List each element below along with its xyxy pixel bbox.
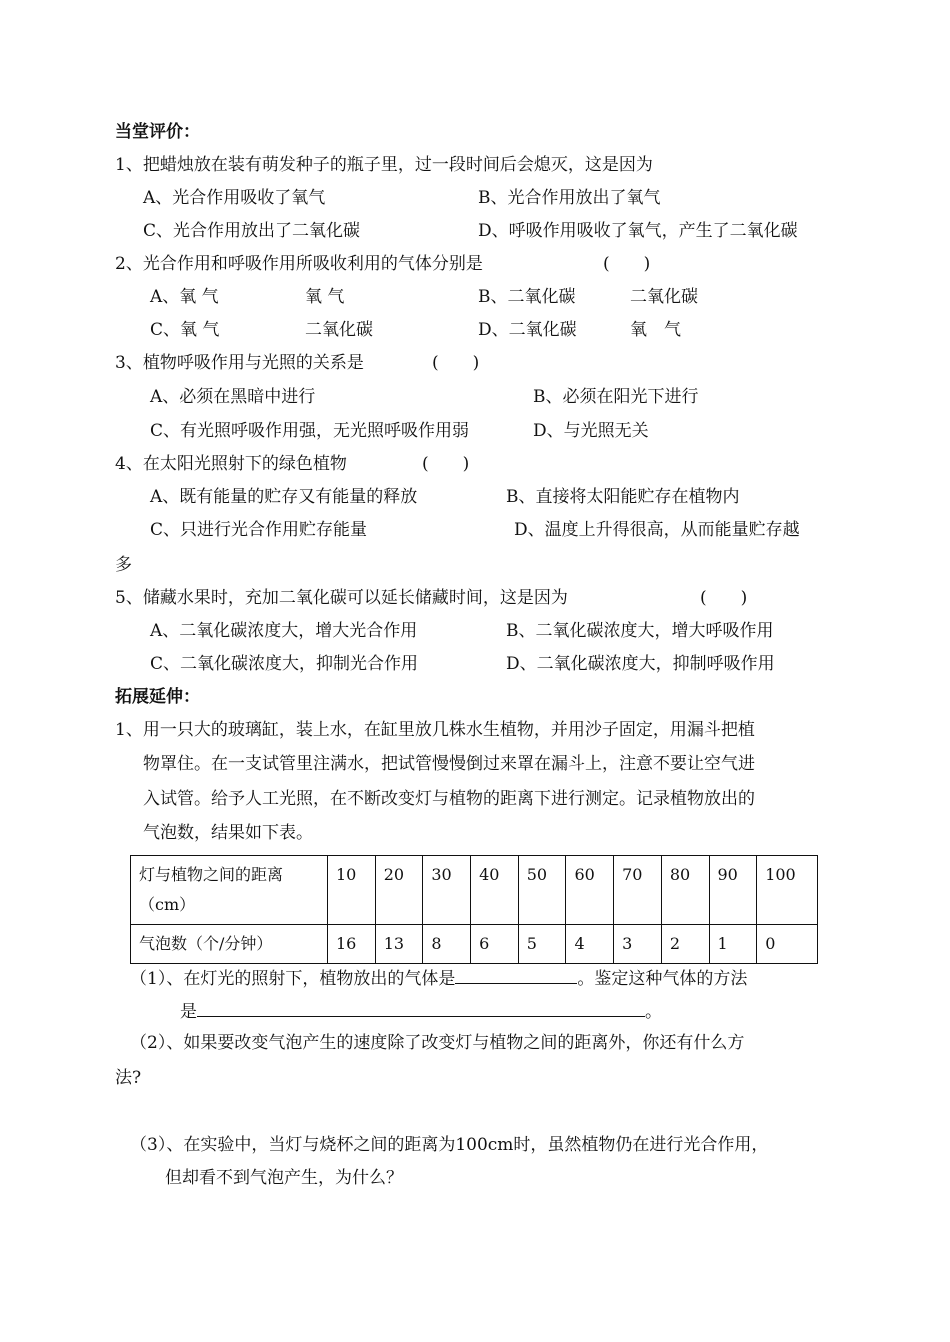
table-cell: 60 bbox=[566, 856, 614, 925]
table-cell: 70 bbox=[614, 856, 662, 925]
q2-option-c-first: C、氧 气 bbox=[150, 320, 220, 340]
bubble-count-table bbox=[130, 855, 818, 964]
q2-option-a-first: A、氧 气 bbox=[150, 287, 219, 307]
q2-option-a-second: 氧 气 bbox=[305, 287, 345, 307]
table-row-header-distance bbox=[131, 856, 328, 925]
table-cell: 90 bbox=[709, 856, 757, 925]
table-row bbox=[131, 856, 818, 925]
q4-bracket: ( ) bbox=[422, 454, 470, 474]
sub3-line-2: 但却看不到气泡产生，为什么？ bbox=[165, 1168, 403, 1188]
q5-bracket: ( ) bbox=[700, 588, 748, 608]
q4-option-a: A、既有能量的贮存又有能量的释放 bbox=[150, 487, 418, 507]
q2-option-d-second: 氧 气 bbox=[630, 320, 681, 340]
sub1-text-c: 是 bbox=[180, 1002, 197, 1022]
table-cell: 16 bbox=[328, 925, 376, 964]
table-cell: 6 bbox=[471, 925, 519, 964]
q5-option-b: B、二氧化碳浓度大，增大呼吸作用 bbox=[506, 621, 774, 641]
q3-bracket: ( ) bbox=[432, 353, 480, 373]
q5-option-a: A、二氧化碳浓度大，增大光合作用 bbox=[150, 621, 418, 641]
sub1-text-a: （1）、在灯光的照射下，植物放出的气体是 bbox=[130, 969, 456, 989]
sub1-text-d: 。 bbox=[645, 1002, 662, 1022]
table-cell: 5 bbox=[518, 925, 566, 964]
table-cell: 4 bbox=[566, 925, 614, 964]
table-cell: 3 bbox=[614, 925, 662, 964]
q5-option-c: C、二氧化碳浓度大，抑制光合作用 bbox=[150, 654, 419, 674]
table-cell: 0 bbox=[757, 925, 818, 964]
q5-option-d: D、二氧化碳浓度大，抑制呼吸作用 bbox=[506, 654, 775, 674]
q4-stem: 4、在太阳光照射下的绿色植物 bbox=[115, 454, 347, 474]
table-cell: 8 bbox=[423, 925, 471, 964]
q4-option-b: B、直接将太阳能贮存在植物内 bbox=[506, 487, 740, 507]
table-row-header-bubbles: 气泡数（个/分钟） bbox=[131, 925, 328, 964]
distance-header-line-1: 灯与植物之间的距离 bbox=[139, 865, 284, 884]
table-cell: 30 bbox=[423, 856, 471, 925]
table-cell: 80 bbox=[661, 856, 709, 925]
table-cell: 2 bbox=[661, 925, 709, 964]
table-cell: 1 bbox=[709, 925, 757, 964]
q4-option-d: D、温度上升得很高，从而能量贮存越 bbox=[514, 520, 800, 540]
section-title-evaluation: 当堂评价： bbox=[115, 122, 200, 142]
q1-option-c: C、光合作用放出了二氧化碳 bbox=[143, 221, 361, 241]
sub2-line-2: 法? bbox=[115, 1068, 142, 1088]
answer-blank-gas[interactable] bbox=[455, 965, 577, 984]
table-cell: 100 bbox=[757, 856, 818, 925]
q3-option-a: A、必须在黑暗中进行 bbox=[150, 387, 316, 407]
q3-option-c: C、有光照呼吸作用强，无光照呼吸作用弱 bbox=[150, 421, 470, 441]
q2-stem: 2、光合作用和呼吸作用所吸收利用的气体分别是 bbox=[115, 254, 483, 274]
table-cell: 10 bbox=[328, 856, 376, 925]
table-cell: 20 bbox=[375, 856, 423, 925]
sub1-line-2 bbox=[180, 998, 662, 1024]
p1-line-4: 气泡数，结果如下表。 bbox=[143, 823, 313, 843]
q1-stem: 1、把蜡烛放在装有萌发种子的瓶子里，过一段时间后会熄灭，这是因为 bbox=[115, 155, 653, 175]
q5-stem: 5、储藏水果时，充加二氧化碳可以延长储藏时间，这是因为 bbox=[115, 588, 568, 608]
table-cell: 40 bbox=[471, 856, 519, 925]
q2-option-b-first: B、二氧化碳 bbox=[478, 287, 576, 307]
q1-option-d: D、呼吸作用吸收了氧气，产生了二氧化碳 bbox=[478, 221, 798, 241]
q2-option-b-second: 二氧化碳 bbox=[630, 287, 698, 307]
sub1-line-1 bbox=[130, 965, 747, 991]
p1-line-1: 1、用一只大的玻璃缸，装上水，在缸里放几株水生植物，并用沙子固定，用漏斗把植 bbox=[115, 720, 755, 740]
answer-blank-method[interactable] bbox=[197, 998, 645, 1017]
q2-option-c-second: 二氧化碳 bbox=[305, 320, 373, 340]
q1-option-b: B、光合作用放出了氧气 bbox=[478, 188, 661, 208]
sub2-line-1: （2）、如果要改变气泡产生的速度除了改变灯与植物之间的距离外，你还有什么方 bbox=[130, 1033, 745, 1053]
q4-option-c: C、只进行光合作用贮存能量 bbox=[150, 520, 368, 540]
sub3-line-1: （3）、在实验中，当灯与烧杯之间的距离为100cm时，虽然植物仍在进行光合作用， bbox=[130, 1135, 769, 1155]
q2-option-d-first: D、二氧化碳 bbox=[478, 320, 577, 340]
q2-bracket: ( ) bbox=[603, 254, 651, 274]
section-title-extension: 拓展延伸： bbox=[115, 687, 200, 707]
table-cell: 50 bbox=[518, 856, 566, 925]
sub1-text-b: 。鉴定这种气体的方法 bbox=[577, 969, 748, 989]
p1-line-2: 物罩住。在一支试管里注满水，把试管慢慢倒过来罩在漏斗上，注意不要让空气进 bbox=[143, 754, 755, 774]
distance-header-line-2: （cm） bbox=[139, 895, 196, 914]
q1-option-a: A、光合作用吸收了氧气 bbox=[143, 188, 326, 208]
q3-option-b: B、必须在阳光下进行 bbox=[533, 387, 699, 407]
q4-option-d-continuation: 多 bbox=[115, 555, 132, 575]
q3-option-d: D、与光照无关 bbox=[533, 421, 649, 441]
p1-line-3: 入试管。给予人工光照，在不断改变灯与植物的距离下进行测定。记录植物放出的 bbox=[143, 789, 755, 809]
table-cell: 13 bbox=[375, 925, 423, 964]
table-row bbox=[131, 925, 818, 964]
q3-stem: 3、植物呼吸作用与光照的关系是 bbox=[115, 353, 364, 373]
